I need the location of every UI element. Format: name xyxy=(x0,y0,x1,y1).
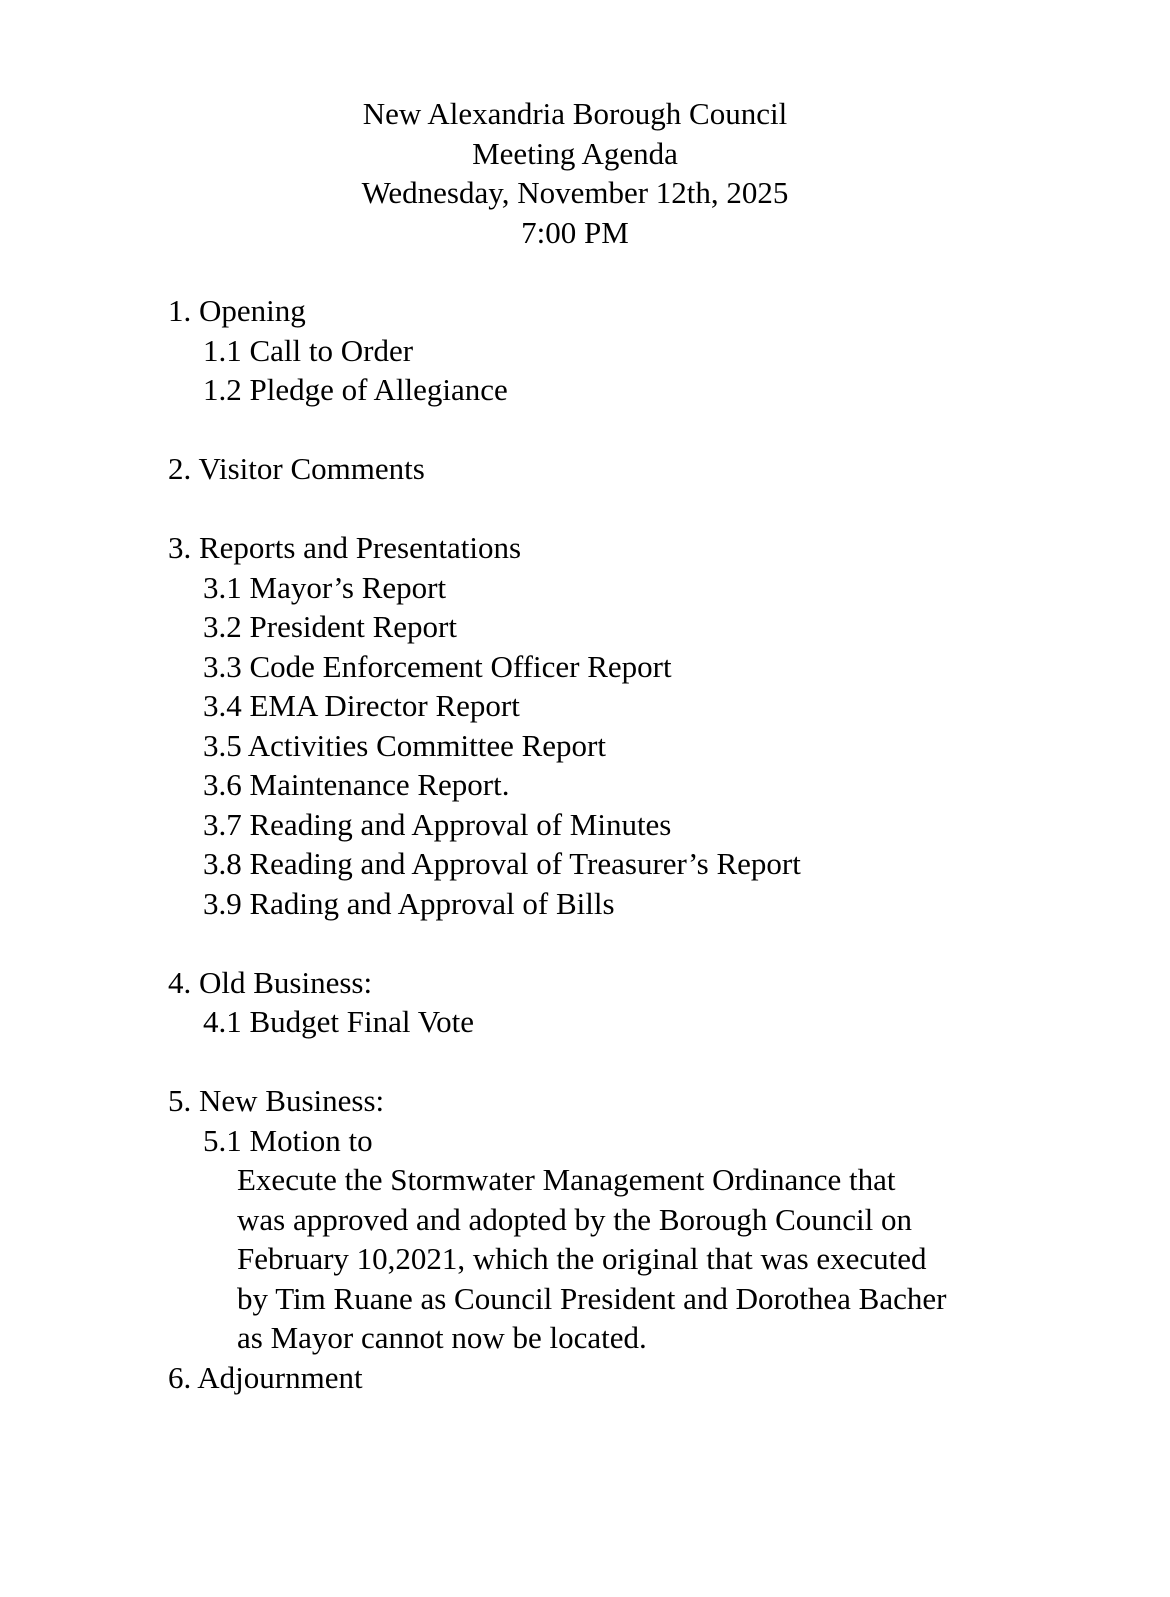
document-title: Meeting Agenda xyxy=(472,135,678,171)
sub-item: 1.1 Call to Order xyxy=(203,332,414,368)
sub-item: 3.9 Rading and Approval of Bills xyxy=(203,885,615,921)
sub-item: 3.6 Maintenance Report. xyxy=(203,767,510,802)
section-title: 5. New Business: xyxy=(168,1083,385,1118)
agenda-header xyxy=(0,94,1150,252)
section-title: 2. Visitor Comments xyxy=(168,451,425,486)
section-title: 3. Reports and Presentations xyxy=(168,530,522,565)
sub-item: 3.3 Code Enforcement Officer Report xyxy=(203,648,672,684)
agenda-section-adjournment xyxy=(168,1358,1068,1398)
meeting-time: 7:00 PM xyxy=(521,214,629,250)
sub-item: 3.4 EMA Director Report xyxy=(203,688,520,723)
motion-text-line: as Mayor cannot now be located. xyxy=(237,1320,647,1355)
sub-item: 4.1 Budget Final Vote xyxy=(203,1004,474,1039)
meeting-date: Wednesday, November 12th, 2025 xyxy=(361,175,789,210)
agenda-section-opening xyxy=(168,291,1068,410)
sub-item: 3.5 Activities Committee Report xyxy=(203,727,606,763)
agenda-list xyxy=(168,291,1068,1397)
motion-text-line: by Tim Ruane as Council President and Dorothea Bacher xyxy=(237,1280,947,1316)
sub-item: 3.8 Reading and Approval of Treasurer’s Report xyxy=(203,846,801,881)
sub-item: 3.2 President Report xyxy=(203,609,457,644)
agenda-section-reports xyxy=(168,528,1068,923)
section-title: 1. Opening xyxy=(168,293,306,328)
agenda-section-old-business xyxy=(168,963,1068,1042)
agenda-section-visitor-comments xyxy=(168,449,1068,489)
motion-text xyxy=(168,1160,1068,1358)
motion-text-line: was approved and adopted by the Borough Council on xyxy=(237,1201,912,1237)
sub-item: 3.1 Mayor’s Report xyxy=(203,569,447,605)
sub-item: 3.7 Reading and Approval of Minutes xyxy=(203,806,672,842)
section-title: 4. Old Business: xyxy=(168,964,373,1000)
sub-item: 5.1 Motion to xyxy=(203,1122,373,1158)
section-title: 6. Adjournment xyxy=(168,1359,363,1395)
motion-text-line: Execute the Stormwater Management Ordinance that xyxy=(237,1162,896,1197)
agenda-section-new-business xyxy=(168,1081,1068,1358)
organization-name: New Alexandria Borough Council xyxy=(362,96,788,131)
motion-text-line: February 10,2021, which the original that was executed xyxy=(237,1241,927,1276)
sub-item: 1.2 Pledge of Allegiance xyxy=(203,372,508,407)
